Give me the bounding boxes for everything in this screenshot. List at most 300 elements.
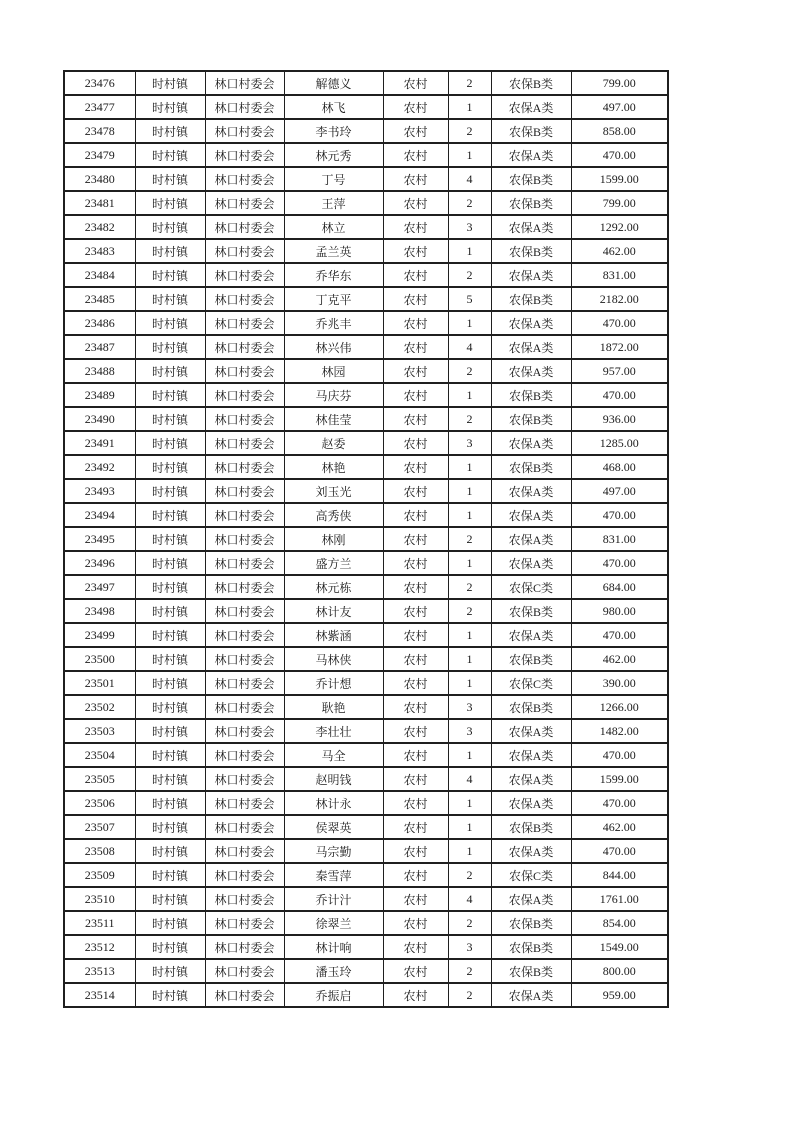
cell-person-count: 1 xyxy=(448,743,491,767)
cell-insurance-category: 农保C类 xyxy=(491,575,571,599)
cell-residence-type: 农村 xyxy=(383,719,448,743)
cell-person-count: 1 xyxy=(448,503,491,527)
cell-person-name: 林立 xyxy=(284,215,383,239)
table-body xyxy=(64,71,668,1007)
cell-person-name: 侯翠英 xyxy=(284,815,383,839)
cell-record-id: 23487 xyxy=(64,335,135,359)
cell-person-name: 赵委 xyxy=(284,431,383,455)
cell-town: 时村镇 xyxy=(135,887,205,911)
table-row xyxy=(64,503,668,527)
cell-insurance-category: 农保B类 xyxy=(491,695,571,719)
table-row xyxy=(64,743,668,767)
cell-person-name: 林元秀 xyxy=(284,143,383,167)
cell-amount: 462.00 xyxy=(571,647,668,671)
cell-person-count: 1 xyxy=(448,791,491,815)
table-row xyxy=(64,935,668,959)
cell-person-name: 乔计想 xyxy=(284,671,383,695)
cell-person-count: 3 xyxy=(448,695,491,719)
cell-town: 时村镇 xyxy=(135,479,205,503)
table-row xyxy=(64,239,668,263)
cell-amount: 462.00 xyxy=(571,815,668,839)
cell-amount: 1285.00 xyxy=(571,431,668,455)
cell-village-committee: 林口村委会 xyxy=(205,215,284,239)
cell-person-count: 2 xyxy=(448,863,491,887)
cell-insurance-category: 农保B类 xyxy=(491,383,571,407)
cell-insurance-category: 农保A类 xyxy=(491,839,571,863)
cell-amount: 497.00 xyxy=(571,95,668,119)
cell-record-id: 23495 xyxy=(64,527,135,551)
cell-insurance-category: 农保B类 xyxy=(491,167,571,191)
cell-residence-type: 农村 xyxy=(383,287,448,311)
table-row xyxy=(64,479,668,503)
cell-village-committee: 林口村委会 xyxy=(205,719,284,743)
cell-insurance-category: 农保A类 xyxy=(491,311,571,335)
cell-town: 时村镇 xyxy=(135,911,205,935)
cell-record-id: 23492 xyxy=(64,455,135,479)
cell-amount: 470.00 xyxy=(571,503,668,527)
cell-record-id: 23488 xyxy=(64,359,135,383)
cell-residence-type: 农村 xyxy=(383,527,448,551)
cell-person-count: 1 xyxy=(448,839,491,863)
cell-person-count: 1 xyxy=(448,143,491,167)
cell-town: 时村镇 xyxy=(135,551,205,575)
cell-residence-type: 农村 xyxy=(383,95,448,119)
cell-village-committee: 林口村委会 xyxy=(205,791,284,815)
table-row xyxy=(64,431,668,455)
cell-town: 时村镇 xyxy=(135,743,205,767)
cell-person-name: 林计永 xyxy=(284,791,383,815)
cell-town: 时村镇 xyxy=(135,695,205,719)
cell-insurance-category: 农保B类 xyxy=(491,599,571,623)
cell-person-count: 1 xyxy=(448,623,491,647)
cell-town: 时村镇 xyxy=(135,959,205,983)
cell-residence-type: 农村 xyxy=(383,143,448,167)
cell-village-committee: 林口村委会 xyxy=(205,335,284,359)
cell-person-count: 2 xyxy=(448,911,491,935)
cell-residence-type: 农村 xyxy=(383,983,448,1007)
cell-amount: 390.00 xyxy=(571,671,668,695)
cell-person-name: 刘玉光 xyxy=(284,479,383,503)
cell-record-id: 23486 xyxy=(64,311,135,335)
table-row xyxy=(64,335,668,359)
cell-insurance-category: 农保B类 xyxy=(491,815,571,839)
cell-village-committee: 林口村委会 xyxy=(205,695,284,719)
cell-person-name: 乔振启 xyxy=(284,983,383,1007)
cell-record-id: 23484 xyxy=(64,263,135,287)
cell-person-name: 孟兰英 xyxy=(284,239,383,263)
cell-insurance-category: 农保B类 xyxy=(491,407,571,431)
cell-record-id: 23498 xyxy=(64,599,135,623)
cell-amount: 684.00 xyxy=(571,575,668,599)
cell-amount: 468.00 xyxy=(571,455,668,479)
cell-insurance-category: 农保A类 xyxy=(491,527,571,551)
cell-insurance-category: 农保B类 xyxy=(491,287,571,311)
cell-town: 时村镇 xyxy=(135,791,205,815)
cell-town: 时村镇 xyxy=(135,503,205,527)
cell-village-committee: 林口村委会 xyxy=(205,671,284,695)
cell-person-name: 李书玲 xyxy=(284,119,383,143)
cell-person-count: 2 xyxy=(448,527,491,551)
table-row xyxy=(64,887,668,911)
cell-village-committee: 林口村委会 xyxy=(205,119,284,143)
cell-village-committee: 林口村委会 xyxy=(205,167,284,191)
cell-record-id: 23490 xyxy=(64,407,135,431)
cell-amount: 470.00 xyxy=(571,383,668,407)
cell-person-name: 高秀侠 xyxy=(284,503,383,527)
cell-town: 时村镇 xyxy=(135,383,205,407)
beneficiary-table xyxy=(63,70,669,1008)
cell-person-name: 徐翠兰 xyxy=(284,911,383,935)
cell-insurance-category: 农保A类 xyxy=(491,215,571,239)
cell-amount: 1599.00 xyxy=(571,767,668,791)
cell-town: 时村镇 xyxy=(135,239,205,263)
cell-person-name: 林元栋 xyxy=(284,575,383,599)
cell-insurance-category: 农保A类 xyxy=(491,983,571,1007)
table-row xyxy=(64,527,668,551)
cell-village-committee: 林口村委会 xyxy=(205,911,284,935)
cell-record-id: 23493 xyxy=(64,479,135,503)
cell-person-count: 5 xyxy=(448,287,491,311)
cell-person-name: 林园 xyxy=(284,359,383,383)
cell-town: 时村镇 xyxy=(135,527,205,551)
cell-residence-type: 农村 xyxy=(383,119,448,143)
table-row xyxy=(64,95,668,119)
cell-insurance-category: 农保A类 xyxy=(491,719,571,743)
cell-record-id: 23512 xyxy=(64,935,135,959)
cell-amount: 854.00 xyxy=(571,911,668,935)
cell-residence-type: 农村 xyxy=(383,239,448,263)
cell-amount: 1599.00 xyxy=(571,167,668,191)
table-row xyxy=(64,623,668,647)
cell-amount: 470.00 xyxy=(571,623,668,647)
cell-person-name: 李壮壮 xyxy=(284,719,383,743)
cell-record-id: 23491 xyxy=(64,431,135,455)
cell-person-name: 王萍 xyxy=(284,191,383,215)
cell-person-name: 林艳 xyxy=(284,455,383,479)
table-row xyxy=(64,191,668,215)
cell-residence-type: 农村 xyxy=(383,599,448,623)
cell-amount: 831.00 xyxy=(571,527,668,551)
cell-amount: 799.00 xyxy=(571,191,668,215)
cell-amount: 1266.00 xyxy=(571,695,668,719)
cell-person-count: 2 xyxy=(448,959,491,983)
cell-amount: 831.00 xyxy=(571,263,668,287)
cell-insurance-category: 农保A类 xyxy=(491,359,571,383)
cell-amount: 800.00 xyxy=(571,959,668,983)
cell-insurance-category: 农保B类 xyxy=(491,959,571,983)
cell-person-count: 1 xyxy=(448,479,491,503)
cell-person-count: 1 xyxy=(448,815,491,839)
cell-amount: 1482.00 xyxy=(571,719,668,743)
cell-amount: 858.00 xyxy=(571,119,668,143)
cell-person-count: 2 xyxy=(448,71,491,95)
cell-person-name: 林兴伟 xyxy=(284,335,383,359)
cell-person-name: 盛方兰 xyxy=(284,551,383,575)
table-row xyxy=(64,959,668,983)
cell-person-count: 1 xyxy=(448,383,491,407)
cell-insurance-category: 农保A类 xyxy=(491,743,571,767)
table-row xyxy=(64,407,668,431)
cell-amount: 497.00 xyxy=(571,479,668,503)
cell-record-id: 23483 xyxy=(64,239,135,263)
cell-insurance-category: 农保B类 xyxy=(491,935,571,959)
table-row xyxy=(64,359,668,383)
cell-record-id: 23478 xyxy=(64,119,135,143)
cell-insurance-category: 农保B类 xyxy=(491,911,571,935)
cell-insurance-category: 农保A类 xyxy=(491,551,571,575)
cell-village-committee: 林口村委会 xyxy=(205,623,284,647)
cell-village-committee: 林口村委会 xyxy=(205,935,284,959)
cell-town: 时村镇 xyxy=(135,287,205,311)
cell-residence-type: 农村 xyxy=(383,215,448,239)
cell-residence-type: 农村 xyxy=(383,623,448,647)
cell-village-committee: 林口村委会 xyxy=(205,71,284,95)
cell-town: 时村镇 xyxy=(135,935,205,959)
cell-residence-type: 农村 xyxy=(383,935,448,959)
cell-person-count: 2 xyxy=(448,191,491,215)
cell-record-id: 23504 xyxy=(64,743,135,767)
cell-amount: 980.00 xyxy=(571,599,668,623)
cell-residence-type: 农村 xyxy=(383,815,448,839)
cell-town: 时村镇 xyxy=(135,335,205,359)
cell-person-name: 林刚 xyxy=(284,527,383,551)
cell-village-committee: 林口村委会 xyxy=(205,815,284,839)
table-row xyxy=(64,911,668,935)
table-row xyxy=(64,575,668,599)
cell-record-id: 23502 xyxy=(64,695,135,719)
table-row xyxy=(64,215,668,239)
cell-residence-type: 农村 xyxy=(383,767,448,791)
cell-record-id: 23476 xyxy=(64,71,135,95)
cell-person-count: 3 xyxy=(448,719,491,743)
cell-insurance-category: 农保B类 xyxy=(491,71,571,95)
cell-record-id: 23497 xyxy=(64,575,135,599)
table-row xyxy=(64,695,668,719)
cell-amount: 1292.00 xyxy=(571,215,668,239)
cell-person-count: 4 xyxy=(448,767,491,791)
table-row xyxy=(64,119,668,143)
cell-person-name: 乔华东 xyxy=(284,263,383,287)
cell-person-name: 林飞 xyxy=(284,95,383,119)
cell-record-id: 23503 xyxy=(64,719,135,743)
cell-person-count: 2 xyxy=(448,263,491,287)
cell-insurance-category: 农保A类 xyxy=(491,503,571,527)
cell-residence-type: 农村 xyxy=(383,959,448,983)
cell-person-count: 4 xyxy=(448,887,491,911)
cell-residence-type: 农村 xyxy=(383,359,448,383)
cell-village-committee: 林口村委会 xyxy=(205,383,284,407)
cell-amount: 1549.00 xyxy=(571,935,668,959)
cell-record-id: 23494 xyxy=(64,503,135,527)
cell-person-count: 1 xyxy=(448,455,491,479)
cell-person-count: 4 xyxy=(448,167,491,191)
cell-town: 时村镇 xyxy=(135,143,205,167)
table-row xyxy=(64,791,668,815)
cell-amount: 2182.00 xyxy=(571,287,668,311)
cell-person-name: 乔兆丰 xyxy=(284,311,383,335)
cell-town: 时村镇 xyxy=(135,671,205,695)
cell-village-committee: 林口村委会 xyxy=(205,95,284,119)
cell-person-name: 林紫涵 xyxy=(284,623,383,647)
cell-insurance-category: 农保A类 xyxy=(491,887,571,911)
cell-record-id: 23510 xyxy=(64,887,135,911)
table-row xyxy=(64,287,668,311)
cell-residence-type: 农村 xyxy=(383,791,448,815)
cell-residence-type: 农村 xyxy=(383,743,448,767)
cell-record-id: 23496 xyxy=(64,551,135,575)
cell-person-name: 马林侠 xyxy=(284,647,383,671)
cell-residence-type: 农村 xyxy=(383,311,448,335)
table-row xyxy=(64,455,668,479)
cell-town: 时村镇 xyxy=(135,719,205,743)
cell-town: 时村镇 xyxy=(135,431,205,455)
cell-record-id: 23479 xyxy=(64,143,135,167)
cell-residence-type: 农村 xyxy=(383,887,448,911)
cell-insurance-category: 农保A类 xyxy=(491,335,571,359)
cell-record-id: 23505 xyxy=(64,767,135,791)
cell-insurance-category: 农保B类 xyxy=(491,455,571,479)
table-row xyxy=(64,143,668,167)
cell-amount: 957.00 xyxy=(571,359,668,383)
cell-village-committee: 林口村委会 xyxy=(205,263,284,287)
cell-amount: 1761.00 xyxy=(571,887,668,911)
cell-village-committee: 林口村委会 xyxy=(205,191,284,215)
cell-residence-type: 农村 xyxy=(383,167,448,191)
cell-amount: 470.00 xyxy=(571,143,668,167)
cell-residence-type: 农村 xyxy=(383,479,448,503)
cell-person-count: 3 xyxy=(448,935,491,959)
table-row xyxy=(64,767,668,791)
cell-town: 时村镇 xyxy=(135,311,205,335)
cell-village-committee: 林口村委会 xyxy=(205,359,284,383)
cell-town: 时村镇 xyxy=(135,71,205,95)
cell-record-id: 23501 xyxy=(64,671,135,695)
cell-record-id: 23508 xyxy=(64,839,135,863)
cell-insurance-category: 农保C类 xyxy=(491,671,571,695)
cell-person-count: 2 xyxy=(448,119,491,143)
cell-insurance-category: 农保A类 xyxy=(491,143,571,167)
cell-person-name: 林计响 xyxy=(284,935,383,959)
cell-village-committee: 林口村委会 xyxy=(205,599,284,623)
cell-residence-type: 农村 xyxy=(383,431,448,455)
cell-village-committee: 林口村委会 xyxy=(205,503,284,527)
cell-town: 时村镇 xyxy=(135,815,205,839)
cell-person-count: 1 xyxy=(448,311,491,335)
cell-insurance-category: 农保B类 xyxy=(491,239,571,263)
cell-town: 时村镇 xyxy=(135,359,205,383)
cell-residence-type: 农村 xyxy=(383,407,448,431)
cell-person-name: 林佳莹 xyxy=(284,407,383,431)
table-row xyxy=(64,863,668,887)
cell-town: 时村镇 xyxy=(135,863,205,887)
table-row xyxy=(64,719,668,743)
cell-person-count: 3 xyxy=(448,431,491,455)
cell-person-name: 丁克平 xyxy=(284,287,383,311)
cell-person-count: 3 xyxy=(448,215,491,239)
cell-residence-type: 农村 xyxy=(383,647,448,671)
cell-residence-type: 农村 xyxy=(383,551,448,575)
table-row xyxy=(64,167,668,191)
cell-person-name: 潘玉玲 xyxy=(284,959,383,983)
cell-insurance-category: 农保A类 xyxy=(491,479,571,503)
cell-village-committee: 林口村委会 xyxy=(205,839,284,863)
cell-residence-type: 农村 xyxy=(383,671,448,695)
table-row xyxy=(64,983,668,1007)
cell-village-committee: 林口村委会 xyxy=(205,143,284,167)
cell-person-count: 2 xyxy=(448,407,491,431)
cell-record-id: 23511 xyxy=(64,911,135,935)
cell-village-committee: 林口村委会 xyxy=(205,983,284,1007)
cell-record-id: 23514 xyxy=(64,983,135,1007)
cell-residence-type: 农村 xyxy=(383,335,448,359)
cell-person-name: 耿艳 xyxy=(284,695,383,719)
cell-insurance-category: 农保A类 xyxy=(491,767,571,791)
cell-town: 时村镇 xyxy=(135,191,205,215)
cell-amount: 470.00 xyxy=(571,839,668,863)
cell-town: 时村镇 xyxy=(135,407,205,431)
cell-record-id: 23509 xyxy=(64,863,135,887)
cell-village-committee: 林口村委会 xyxy=(205,743,284,767)
cell-insurance-category: 农保B类 xyxy=(491,647,571,671)
cell-village-committee: 林口村委会 xyxy=(205,311,284,335)
cell-town: 时村镇 xyxy=(135,983,205,1007)
cell-residence-type: 农村 xyxy=(383,695,448,719)
cell-town: 时村镇 xyxy=(135,215,205,239)
cell-person-name: 赵明钱 xyxy=(284,767,383,791)
cell-town: 时村镇 xyxy=(135,599,205,623)
cell-village-committee: 林口村委会 xyxy=(205,959,284,983)
cell-village-committee: 林口村委会 xyxy=(205,575,284,599)
cell-town: 时村镇 xyxy=(135,95,205,119)
cell-village-committee: 林口村委会 xyxy=(205,455,284,479)
cell-amount: 470.00 xyxy=(571,791,668,815)
cell-person-count: 1 xyxy=(448,647,491,671)
cell-village-committee: 林口村委会 xyxy=(205,431,284,455)
cell-village-committee: 林口村委会 xyxy=(205,479,284,503)
cell-person-count: 1 xyxy=(448,239,491,263)
cell-person-name: 秦雪萍 xyxy=(284,863,383,887)
cell-insurance-category: 农保B类 xyxy=(491,119,571,143)
cell-residence-type: 农村 xyxy=(383,575,448,599)
cell-amount: 1872.00 xyxy=(571,335,668,359)
cell-amount: 844.00 xyxy=(571,863,668,887)
cell-town: 时村镇 xyxy=(135,839,205,863)
cell-amount: 470.00 xyxy=(571,743,668,767)
cell-village-committee: 林口村委会 xyxy=(205,647,284,671)
cell-residence-type: 农村 xyxy=(383,71,448,95)
cell-person-count: 2 xyxy=(448,359,491,383)
cell-amount: 470.00 xyxy=(571,311,668,335)
cell-insurance-category: 农保A类 xyxy=(491,431,571,455)
cell-record-id: 23513 xyxy=(64,959,135,983)
cell-person-count: 1 xyxy=(448,95,491,119)
cell-residence-type: 农村 xyxy=(383,191,448,215)
table-row xyxy=(64,815,668,839)
cell-residence-type: 农村 xyxy=(383,263,448,287)
cell-record-id: 23499 xyxy=(64,623,135,647)
cell-amount: 462.00 xyxy=(571,239,668,263)
cell-village-committee: 林口村委会 xyxy=(205,887,284,911)
cell-person-name: 林计友 xyxy=(284,599,383,623)
cell-town: 时村镇 xyxy=(135,167,205,191)
cell-record-id: 23482 xyxy=(64,215,135,239)
cell-amount: 936.00 xyxy=(571,407,668,431)
cell-amount: 470.00 xyxy=(571,551,668,575)
cell-record-id: 23481 xyxy=(64,191,135,215)
cell-insurance-category: 农保A类 xyxy=(491,623,571,647)
table-row xyxy=(64,71,668,95)
cell-person-name: 马庆芬 xyxy=(284,383,383,407)
